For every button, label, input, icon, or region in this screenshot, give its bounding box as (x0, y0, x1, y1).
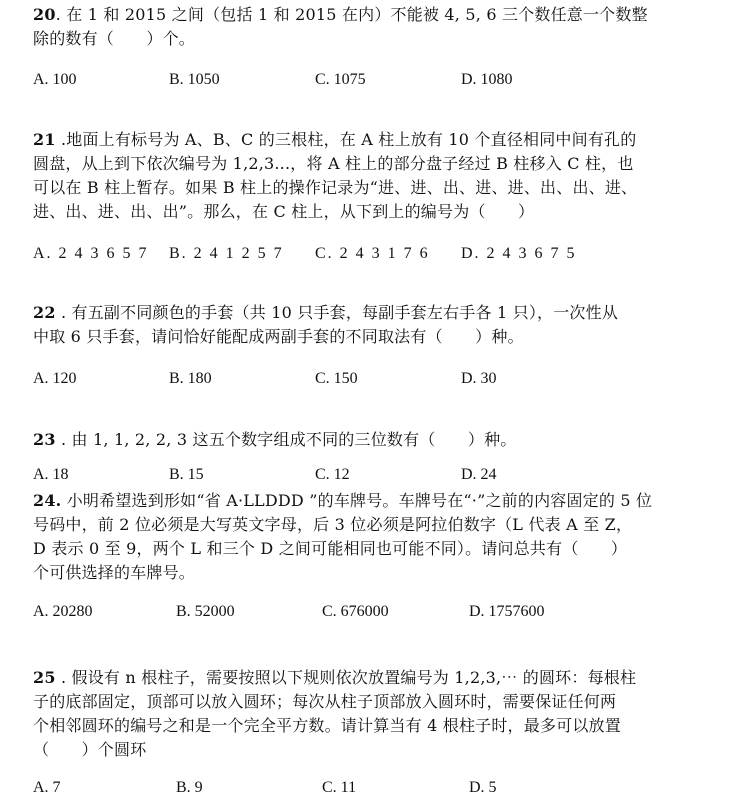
option-d[interactable]: D. 1080 (461, 71, 513, 88)
options-row (33, 367, 723, 391)
option-b[interactable]: B. 15 (169, 466, 204, 483)
question-21 (33, 128, 723, 266)
question-text: 小明希望选到形如“省 A·LLDDD ”的车牌号。车牌号在“·”之前的内容固定的 5 位 号码中，前 2 位必须是大写英文字母，后 3 位必须是阿拉伯数字（L 代表 A 至 Z， D 表示 0 至 9，两个 L 和三个 D 之间可能相同也可能不同）。请问总共有（ ） 个可供选择的车牌号。 (33, 491, 653, 582)
question-22-stem (33, 301, 723, 349)
option-a[interactable]: A. 2 4 3 6 5 7 (33, 245, 149, 262)
option-d[interactable]: D. 2 4 3 6 7 5 (461, 245, 577, 262)
question-25 (33, 666, 723, 800)
question-22 (33, 301, 723, 391)
option-c[interactable]: C. 1075 (315, 71, 366, 88)
option-b[interactable]: B. 2 4 1 2 5 7 (169, 245, 284, 262)
option-a[interactable]: A. 20280 (33, 603, 93, 620)
question-number: 25 (33, 668, 56, 687)
question-number: 24. (33, 491, 62, 510)
option-b[interactable]: B. 1050 (169, 71, 220, 88)
question-24 (33, 489, 723, 624)
option-d[interactable]: D. 24 (461, 466, 497, 483)
option-b[interactable]: B. 9 (176, 779, 203, 796)
question-number: 23 (33, 430, 56, 449)
option-b[interactable]: B. 180 (169, 370, 212, 387)
question-20 (33, 3, 723, 92)
question-number: 22 (33, 303, 56, 322)
options-row (33, 600, 723, 624)
option-d[interactable]: D. 5 (469, 779, 497, 796)
question-text: . 由 1, 1, 2, 2, 3 这五个数字组成不同的三位数有（ ）种。 (55, 430, 517, 449)
option-a[interactable]: A. 120 (33, 370, 77, 387)
question-23-stem (33, 428, 723, 452)
option-a[interactable]: A. 7 (33, 779, 61, 796)
question-text: . 有五副不同颜色的手套（共 10 只手套，每副手套左右手各 1 只），一次性从 中取 6 只手套，请问恰好能配成两副手套的不同取法有（ ）种。 (33, 303, 619, 346)
question-25-stem (33, 666, 723, 762)
question-text: . 在 1 和 2015 之间（包括 1 和 2015 在内）不能被 4, 5, 6 三个数任意一个数整 除的数有（ ）个。 (33, 5, 648, 48)
question-24-stem (33, 489, 723, 585)
question-text: . 假设有 n 根柱子，需要按照以下规则依次放置编号为 1,2,3,⋯ 的圆环：每根柱 子的底部固定，顶部可以放入圆环；每次从柱子顶部放入圆环时，需要保证任何两 个相邻圆环的编号之和是一个完全平方数。请计算当有 4 根柱子时，最多可以放置 （ ）个圆环 (33, 668, 637, 759)
option-c[interactable]: C. 2 4 3 1 7 6 (315, 245, 430, 262)
question-number: 20 (33, 5, 56, 24)
option-c[interactable]: C. 150 (315, 370, 358, 387)
options-row (33, 242, 723, 266)
question-23 (33, 428, 723, 487)
question-21-stem (33, 128, 723, 224)
option-b[interactable]: B. 52000 (176, 603, 235, 620)
question-20-stem (33, 3, 723, 51)
option-a[interactable]: A. 18 (33, 466, 69, 483)
options-row (33, 463, 723, 487)
question-text: .地面上有标号为 A、B、C 的三根柱，在 A 柱上放有 10 个直径相同中间有孔的 圆盘，从上到下依次编号为 1,2,3...，将 A 柱上的部分盘子经过 B 柱移入 C 柱，也 可以在 B 柱上暂存。如果 B 柱上的操作记录为“进、进、出、进、进、出、出、进、 进、出、进、出、出”。那么，在 C 柱上，从下到上的编号为（ ） (33, 130, 638, 221)
options-row (33, 776, 723, 800)
option-d[interactable]: D. 1757600 (469, 603, 545, 620)
question-number: 21 (33, 130, 56, 149)
option-c[interactable]: C. 12 (315, 466, 350, 483)
option-d[interactable]: D. 30 (461, 370, 497, 387)
option-c[interactable]: C. 11 (322, 779, 357, 796)
option-a[interactable]: A. 100 (33, 71, 77, 88)
options-row (33, 68, 723, 92)
option-c[interactable]: C. 676000 (322, 603, 389, 620)
